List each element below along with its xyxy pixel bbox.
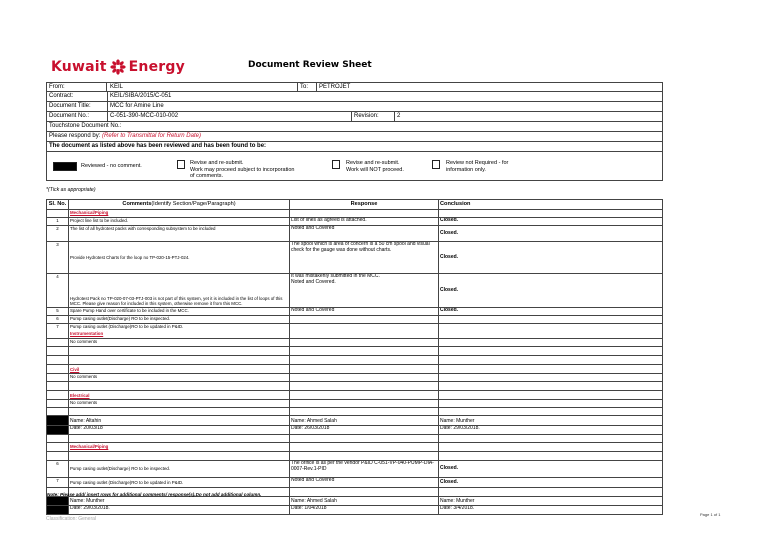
option-revise-proceed: Revise and re-submit. Work may proceed subject to incorporation of comments. [190, 160, 295, 179]
section-row-mechanical [46, 210, 663, 217]
footnote: Note: Please add/ insert rows for additional comments/ response(s).Do not add additional column. [47, 492, 262, 497]
revision-value: 2 [394, 112, 663, 122]
doc-no-label: Document No.: [46, 112, 107, 122]
signature-row-date-2: Date: 29/03/2018. Date: 1/04/2018 Date: 3/4/2018. [46, 506, 663, 515]
reviewed-statement-row [46, 142, 663, 152]
revise-resubmit-no-proceed-checkbox[interactable] [332, 160, 340, 169]
table-row: No comments [46, 400, 663, 408]
option-revise-no-proceed: Revise and re-submit. Work will NOT proceed. [346, 160, 404, 173]
logo-text-energy: Energy [128, 59, 185, 75]
logo-text-kuwait: Kuwait [51, 59, 107, 75]
reviewed-no-comment-checkbox[interactable] [53, 162, 77, 171]
respond-value: (Refer to Transmittal for Return Date) [102, 133, 201, 139]
signature-row-date: Date: 20/03/18 Date: 26/03/2018 Date: 29/03/2018. [46, 426, 663, 435]
option-review-not-required: Review not Required - for information only. [446, 160, 509, 173]
header-comments: Comments (Identify Section/Page/Paragraph) [69, 200, 290, 209]
revise-resubmit-proceed-checkbox[interactable] [177, 160, 185, 169]
section-row-mechanical-2 [46, 443, 663, 452]
redacted-block [46, 497, 69, 505]
touchstone-label: Touchstone Document No.: [46, 122, 663, 132]
page-title: Document Review Sheet [248, 60, 372, 70]
empty-row [46, 408, 663, 416]
section-electrical: Electrical [69, 391, 290, 399]
touchstone-row [46, 122, 663, 132]
respond-label: Please respond by: [49, 133, 101, 139]
flower-logo-icon [110, 59, 126, 75]
page-number: Page 1 of 1 [700, 512, 721, 517]
empty-row [46, 347, 663, 356]
contract-row [46, 92, 663, 102]
to-value: PETROJET [317, 82, 663, 92]
section-row-instrumentation [46, 331, 663, 339]
table-header-row [46, 199, 663, 210]
empty-row [46, 435, 663, 443]
table-row: No comments [46, 374, 663, 382]
doc-title-label: Document Title: [46, 102, 107, 112]
section-instrumentation: Instrumentation [69, 331, 290, 338]
review-not-required-checkbox[interactable] [432, 160, 440, 169]
table-row: 3 Provide Hydrotest Charts for the loop no TP-020-15-PTJ-024. The spool which is area of concern is a 50 cm spool and visual check for the gauge was done without charts. Closed. [46, 242, 663, 274]
empty-row [46, 356, 663, 365]
section-row-electrical [46, 391, 663, 400]
signature-row-name: Name: Altahin Name: Ahmed Salah Name: Munther [46, 416, 663, 426]
contract-label: Contract: [46, 92, 107, 102]
redacted-block [46, 506, 69, 514]
table-row: 6 Pump casing outlet(Discharge) RO to be inspected. The orifice is as per the vendor P&ID C-051-VP-040-PUMP-DIA-0007-Rev.1-PID Closed. [46, 461, 663, 478]
empty-row [46, 382, 663, 391]
section-civil: Civil [69, 365, 290, 373]
section-mechanical: Mechanical/Piping [69, 210, 290, 217]
reviewed-statement: The document as listed above has been reviewed and has been found to be: [46, 142, 663, 152]
redacted-block [46, 426, 69, 434]
kuwait-energy-logo [51, 58, 185, 76]
comments-table [46, 199, 663, 515]
section-row-civil [46, 365, 663, 374]
option-reviewed-no-comment: Reviewed - no comment. [81, 163, 142, 169]
table-row: 1 Project line list to be included. List of lines as agreed is attached. Closed. [46, 217, 663, 226]
contract-value: KEIL/SIBA/2015/C-051 [107, 92, 663, 102]
doc-no-row [46, 112, 663, 122]
doc-title-row [46, 102, 663, 112]
respond-cell [46, 132, 663, 142]
header-conclusion: Conclusion [439, 200, 663, 209]
section-mechanical-2: Mechanical/Piping [69, 443, 290, 451]
from-value: KEIL [107, 82, 343, 92]
respond-row [46, 132, 663, 142]
table-row: 5 Spare Pump Hand over certificate to be included in the MCC. Noted and Covered Closed. [46, 308, 663, 316]
empty-row [46, 452, 663, 461]
doc-no-value: C-051-390-MCC-010-002 [107, 112, 351, 122]
from-label: From: [46, 82, 107, 92]
signature-row-name-2: Name: Munther Name: Ahmed Salah Name: Munther [46, 497, 663, 506]
table-row: No comments [46, 339, 663, 347]
tick-note: *(Tick as appropriate) [46, 187, 96, 193]
to-label: To: [297, 82, 317, 92]
table-row: 4 Hydrotest Pack no TP-020-07-03-PTJ-003 is not part of this system, yet it is included in the list of loops of this MCC. Please give reason for included in this system, otherwise remove it from this MCC. It was mistakenly submitted in the MCC. Noted and Covered. Closed. [46, 274, 663, 308]
table-row: 7 Pump casing outlet (Discharge)RO to be updated in P&ID. [46, 324, 663, 331]
doc-title-value: MCC for Amine Line [107, 102, 663, 112]
revision-label: Revision: [351, 112, 394, 122]
table-row: 7 Pump casing outlet (Discharge)RO to be updated in P&ID. Noted and Covered Closed. [46, 478, 663, 488]
header-sl-no: Sl. No. [46, 200, 69, 209]
table-row: 6 Pump casing outlet(Discharge) RO to be inspected. [46, 316, 663, 324]
from-to-row [46, 82, 663, 92]
table-row: 2 The list of all hydrotest packs with corresponding subsystem to be included Noted and Covered Closed. [46, 226, 663, 242]
classification-label: Classification: General [46, 516, 97, 522]
header-response: Response [290, 200, 439, 209]
redacted-block [46, 416, 69, 425]
